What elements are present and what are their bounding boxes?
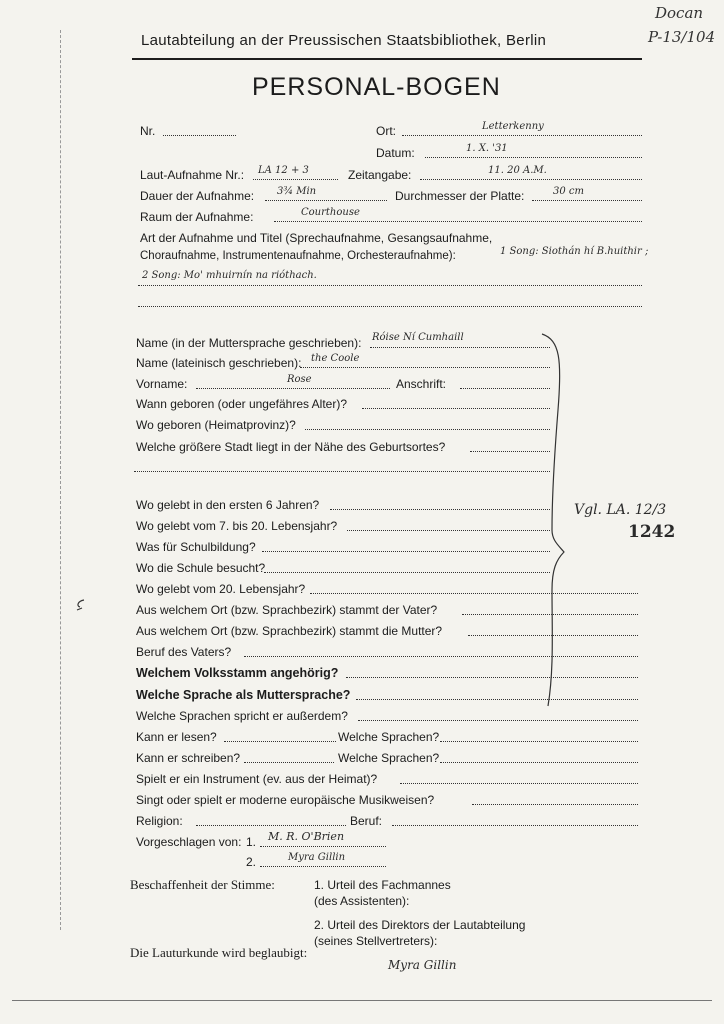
beruf-label: Beruf: xyxy=(350,814,383,828)
mutter-sprache-line xyxy=(356,699,638,700)
stadt-label: Welche größere Stadt liegt in der Nähe des Geburtsortes? xyxy=(136,440,446,454)
datum-line xyxy=(425,157,642,158)
laut-line xyxy=(253,179,338,180)
urteil1-b: (des Assistenten): xyxy=(314,894,410,908)
lesen-label: Kann er lesen? xyxy=(136,730,217,744)
instrument-line xyxy=(400,783,638,784)
sprachen-label: Welche Sprachen spricht er außerdem? xyxy=(136,709,348,723)
vorname-value: Rose xyxy=(287,374,312,385)
corner-note-1: Docan xyxy=(655,4,704,22)
name-mutter-label: Name (in der Muttersprache geschrieben): xyxy=(136,336,362,350)
schreiben-line xyxy=(244,762,334,763)
vorname-line xyxy=(196,388,390,389)
nr-line xyxy=(163,135,236,136)
vorgeschlagen-1-line xyxy=(260,846,386,847)
art-label-2: Choraufnahme, Instrumentenaufnahme, Orchesteraufnahme): xyxy=(140,250,456,262)
datum-value: 1. X. '31 xyxy=(466,143,508,154)
name-mutter-line xyxy=(370,347,550,348)
q6-line xyxy=(330,509,550,510)
lesen-line xyxy=(224,741,336,742)
raum-value: Courthouse xyxy=(301,207,360,218)
anschrift-label: Anschrift: xyxy=(396,377,447,391)
beglaubigt-signature: Myra Gillin xyxy=(388,958,457,972)
sprachen2-label: Welche Sprachen? xyxy=(338,730,440,744)
wann-line xyxy=(362,408,550,409)
singt-label: Singt oder spielt er moderne europäische Musikweisen? xyxy=(136,793,435,807)
name-latein-value: the Coole xyxy=(311,353,360,364)
art-label-1: Art der Aufnahme und Titel (Sprechaufnahme, Gesangsaufnahme, xyxy=(140,231,493,245)
wann-label: Wann geboren (oder ungefähres Alter)? xyxy=(136,397,348,411)
mutter-sprache-label: Welche Sprache als Muttersprache? xyxy=(136,688,351,702)
beruf-vater-line xyxy=(244,656,638,657)
art-line-3 xyxy=(138,306,642,307)
instrument-label: Spielt er ein Instrument (ev. aus der Heimat)? xyxy=(136,772,378,786)
name-mutter-value: Róise Ní Cumhaill xyxy=(372,332,464,343)
dauer-line xyxy=(265,200,387,201)
raum-line xyxy=(274,221,642,222)
laut-label: Laut-Aufnahme Nr.: xyxy=(140,168,245,182)
volk-label: Welchem Volksstamm angehörig? xyxy=(136,666,339,680)
durch-line xyxy=(532,200,642,201)
urteil1-a: 1. Urteil des Fachmannes xyxy=(314,878,451,892)
form-title: PERSONAL-BOGEN xyxy=(252,73,501,101)
durch-label: Durchmesser der Platte: xyxy=(395,189,525,203)
zeit-value: 11. 20 A.M. xyxy=(488,165,547,176)
sprachen-line xyxy=(358,720,638,721)
ort-label: Ort: xyxy=(376,124,396,138)
sprachen3-label: Welche Sprachen? xyxy=(338,751,440,765)
corner-note-2: P-13/104 xyxy=(648,28,716,46)
ort-line xyxy=(402,135,642,136)
name-latein-label: Name (lateinisch geschrieben): xyxy=(136,356,302,370)
vorname-label: Vorname: xyxy=(136,377,188,391)
art-value-2: 2 Song: Mo' mhuirnín na rióthach. xyxy=(142,270,317,281)
vorgeschlagen-1-value: M. R. O'Brien xyxy=(268,830,345,843)
institution-header: Lautabteilung an der Preussischen Staatsbibliothek, Berlin xyxy=(141,32,547,49)
side-note-text: Vgl. LA. 12/3 xyxy=(574,502,667,518)
vorgeschlagen-1-num: 1. xyxy=(246,835,257,849)
vorgeschlagen-2-num: 2. xyxy=(246,855,257,869)
sprachen2-line xyxy=(440,741,638,742)
curly-brace xyxy=(538,330,568,710)
vorgeschlagen-2-value: Myra Gillin xyxy=(288,852,346,863)
q20-label: Wo gelebt vom 20. Lebensjahr? xyxy=(136,582,306,596)
q7-label: Wo gelebt vom 7. bis 20. Lebensjahr? xyxy=(136,519,338,533)
wo-label: Wo geboren (Heimatprovinz)? xyxy=(136,418,296,432)
religion-line xyxy=(196,825,346,826)
side-note-number: 1242 xyxy=(628,522,676,542)
art-value-1: 1 Song: Siothán hí B.huithir ; xyxy=(500,246,649,257)
durch-value: 30 cm xyxy=(553,186,584,197)
stadt-line-2 xyxy=(134,471,550,472)
q6-label: Wo gelebt in den ersten 6 Jahren? xyxy=(136,498,320,512)
dauer-label: Dauer der Aufnahme: xyxy=(140,189,255,203)
urteil2-b: (seines Stellvertreters): xyxy=(314,934,438,948)
urteil2-a: 2. Urteil des Direktors der Lautabteilung xyxy=(314,918,526,932)
volk-line xyxy=(346,677,638,678)
ort-value: Letterkenny xyxy=(482,121,544,132)
beruf-line xyxy=(392,825,638,826)
zeit-line xyxy=(420,179,642,180)
left-margin-line xyxy=(60,30,61,930)
zeit-label: Zeitangabe: xyxy=(348,168,412,182)
vater-ort-label: Aus welchem Ort (bzw. Sprachbezirk) stammt der Vater? xyxy=(136,603,438,617)
singt-line xyxy=(472,804,638,805)
raum-label: Raum der Aufnahme: xyxy=(140,210,254,224)
laut-value: LA 12 + 3 xyxy=(258,165,309,176)
sprachen3-line xyxy=(440,762,638,763)
header-rule xyxy=(132,58,642,60)
name-latein-line xyxy=(300,367,550,368)
stimme-label: Beschaffenheit der Stimme: xyxy=(130,877,275,892)
wo-line xyxy=(305,429,550,430)
bottom-rule xyxy=(12,1000,712,1001)
beglaubigt-label: Die Lauturkunde wird beglaubigt: xyxy=(130,945,308,960)
datum-label: Datum: xyxy=(376,146,415,160)
schule-label: Wo die Schule besucht? xyxy=(136,561,266,575)
schreiben-label: Kann er schreiben? xyxy=(136,751,241,765)
q20-line xyxy=(310,593,638,594)
mutter-ort-label: Aus welchem Ort (bzw. Sprachbezirk) stammt die Mutter? xyxy=(136,624,443,638)
nr-label: Nr. xyxy=(140,124,156,138)
art-line-2 xyxy=(138,285,642,286)
schul-line xyxy=(262,551,550,552)
beruf-vater-label: Beruf des Vaters? xyxy=(136,645,232,659)
q7-line xyxy=(347,530,550,531)
anschrift-line xyxy=(460,388,550,389)
vorgeschlagen-label: Vorgeschlagen von: xyxy=(136,835,242,849)
schul-label: Was für Schulbildung? xyxy=(136,540,256,554)
dauer-value: 3¾ Min xyxy=(277,186,317,197)
vorgeschlagen-2-line xyxy=(260,866,386,867)
schule-line xyxy=(264,572,550,573)
religion-label: Religion: xyxy=(136,814,183,828)
margin-mark xyxy=(74,598,88,612)
